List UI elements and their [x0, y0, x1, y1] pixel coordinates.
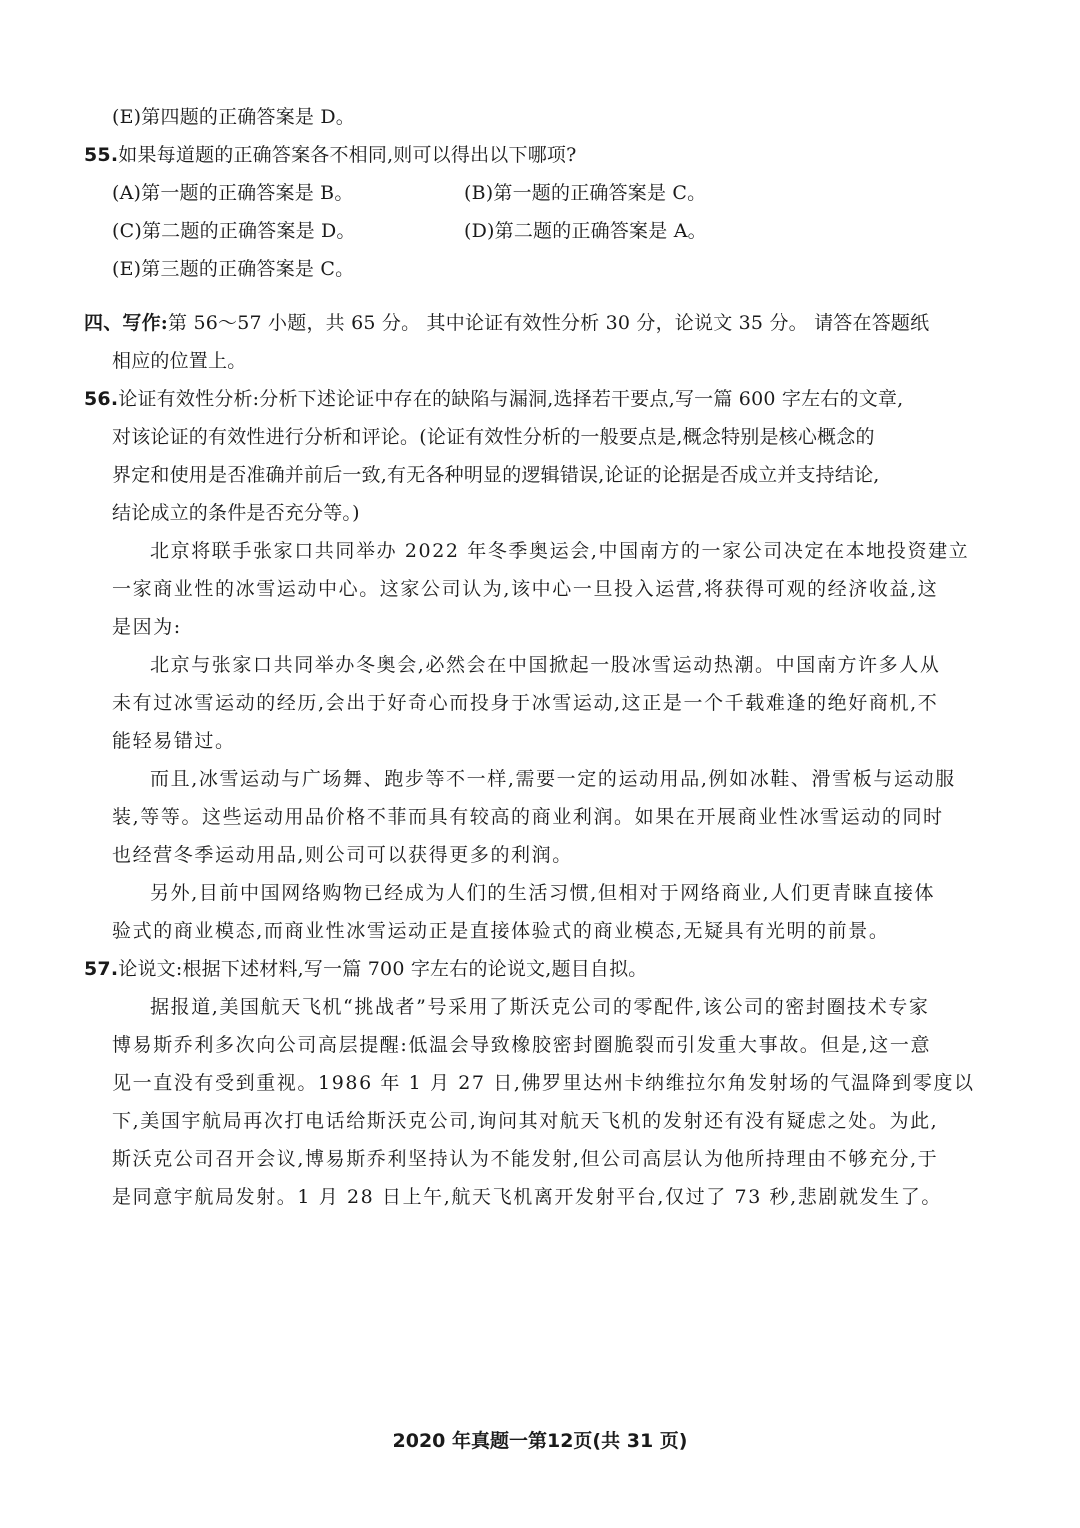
section4-heading: 四、写作:	[84, 312, 169, 334]
q56-p4-line-2: 验式的商业模态,而商业性冰雪运动正是直接体验式的商业模态,无疑具有光明的前景。	[112, 920, 890, 942]
q56-stem-line-1	[0, 380, 1080, 418]
section4-text: 第 56～57 小题，共 65 分。 其中论证有效性分析 30 分，论说文 35 分。 请答在	[168, 312, 872, 334]
q55-option-c: (C)第二题的正确答案是 D。	[112, 220, 356, 242]
q56-stem-line-4: 结论成立的条件是否充分等。)	[112, 502, 360, 524]
q56-p3-line-1: 而且,冰雪运动与广场舞、跑步等不一样,需要一定的运动用品,例如冰鞋、滑雪板与运动服	[150, 768, 956, 790]
q57-line-2: 博易斯乔利多次向公司高层提醒:低温会导致橡胶密封圈脆裂而引发重大事故。但是,这一意	[112, 1034, 932, 1056]
q55-option-d: (D)第二题的正确答案是 A。	[464, 220, 707, 242]
q55-option-a: (A)第一题的正确答案是 B。	[112, 182, 354, 204]
q56-p4-line-1: 另外,目前中国网络购物已经成为人们的生活习惯,但相对于网络商业,人们更青睐直接体	[150, 882, 936, 904]
q56-p3-line-3: 也经营冬季运动用品,则公司可以获得更多的利润。	[112, 844, 573, 866]
q55-options-row-2	[0, 212, 1080, 250]
page-footer: 2020 年真题一第12页(共 31 页)	[392, 1430, 688, 1452]
q55-options-row-1	[0, 174, 1080, 212]
q55-stem	[0, 136, 1080, 174]
q57-line-4: 下,美国宇航局再次打电话给斯沃克公司,询问其对航天飞机的发射还有没有疑虑之处。为此,	[112, 1110, 939, 1132]
q56-stem-text: 论证有效性分析:分析下述论证中存在的缺陷与漏洞,选择若干要点,写一篇 600 字左右的文章,	[118, 388, 904, 410]
q56-p1-line-3: 是因为:	[112, 616, 182, 638]
q56-number: 56.	[84, 388, 119, 410]
q57-line-1: 据报道,美国航天飞机“挑战者”号采用了斯沃克公司的零配件,该公司的密封圈技术专家	[150, 996, 930, 1018]
q55-option-b: (B)第一题的正确答案是 C。	[464, 182, 707, 204]
q57-line-3: 见一直没有受到重视。1986 年 1 月 27 日,佛罗里达州卡纳维拉尔角发射场的气温降到零度以	[112, 1072, 975, 1094]
q57-material	[0, 988, 1080, 1216]
section4-emphasis: 答题纸 · · ·	[872, 312, 930, 334]
section4-instruction-cont: 相应的位置上。	[112, 350, 247, 372]
q56-material	[0, 532, 1080, 950]
q56-stem-line-2: 对该论证的有效性进行分析和评论。(论证有效性分析的一般要点是,概念特别是核心概念的	[112, 426, 875, 448]
q56-p2-line-1: 北京与张家口共同举办冬奥会,必然会在中国掀起一股冰雪运动热潮。中国南方许多人从	[150, 654, 941, 676]
q56-stem-line-3: 界定和使用是否准确并前后一致,有无各种明显的逻辑错误,论证的论据是否成立并支持结论,	[112, 464, 880, 486]
q56-p2-line-3: 能轻易错过。	[112, 730, 236, 752]
q55-stem-text: 如果每道题的正确答案各不相同,则可以得出以下哪项?	[118, 144, 577, 166]
q56-p2-line-2: 未有过冰雪运动的经历,会出于好奇心而投身于冰雪运动,这正是一个千载难逢的绝好商机,不	[112, 692, 939, 714]
page-content	[0, 98, 1080, 1216]
q56-p3-line-2: 装,等等。这些运动用品价格不菲而具有较高的商业利润。如果在开展商业性冰雪运动的同时	[112, 806, 944, 828]
q56-p1-line-1: 北京将联手张家口共同举办 2022 年冬季奥运会,中国南方的一家公司决定在本地投资建立	[150, 540, 970, 562]
q57-stem-text: 论说文:根据下述材料,写一篇 700 字左右的论说文,题目自拟。	[118, 958, 648, 980]
q57-line-6: 是同意宇航局发射。1 月 28 日上午,航天飞机离开发射平台,仅过了 73 秒,悲剧就发生了。	[112, 1186, 942, 1208]
q55-number: 55.	[84, 144, 119, 166]
q57-stem	[0, 950, 1080, 988]
q57-line-5: 斯沃克公司召开会议,博易斯乔利坚持认为不能发射,但公司高层认为他所持理由不够充分,于	[112, 1148, 939, 1170]
q57-number: 57.	[84, 958, 119, 980]
q55-option-e: (E)第三题的正确答案是 C。	[112, 258, 355, 280]
q54-option-e: (E)第四题的正确答案是 D。	[112, 106, 355, 128]
section-gap	[0, 288, 1080, 304]
section4-instruction	[0, 304, 1080, 342]
q56-p1-line-2: 一家商业性的冰雪运动中心。这家公司认为,该中心一旦投入运营,将获得可观的经济收益,这	[112, 578, 939, 600]
